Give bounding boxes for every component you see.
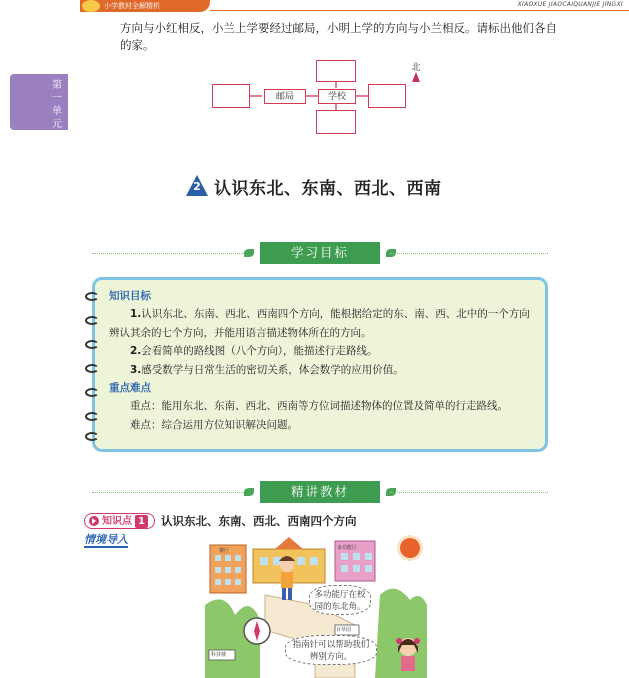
play-arrow-icon: [89, 516, 99, 526]
campus-illustration: [205, 535, 427, 678]
unit-tab-char: 元: [52, 119, 62, 130]
north-arrow-icon: [412, 72, 420, 82]
knowledge-goals-heading: 知识目标: [109, 290, 151, 302]
north-label: 北: [411, 63, 421, 73]
leaf-icon: [244, 249, 254, 257]
header-rule: [210, 10, 629, 11]
goal-item: [109, 342, 533, 360]
section-number: 2: [193, 180, 201, 193]
unit-tab-char: 一: [52, 93, 62, 104]
teaching-band: [92, 481, 548, 503]
goal-text: 会看简单的路线图（八个方向），能描述行走路线。: [141, 345, 378, 358]
header-series: XIAOXUE JIAOCAIQUANJIE JINGXI: [517, 1, 623, 8]
speech-bubble: 指南针可以帮助我们辨别方向。: [285, 635, 377, 665]
blank-box-north[interactable]: [316, 60, 356, 82]
goal-number: 3.: [130, 363, 142, 376]
goal-item: [109, 305, 533, 342]
goal-number: 2.: [130, 345, 142, 358]
section-title: 认识东北、东南、西北、西南: [214, 178, 442, 199]
sign-label: 多功能厅: [337, 545, 358, 551]
unit-side-tab[interactable]: [10, 74, 68, 130]
binder-ring-icon: [85, 364, 99, 373]
knowledge-point-heading: [84, 513, 356, 529]
band-divider: [390, 492, 548, 493]
leaf-icon: [244, 488, 254, 496]
teaching-band-label: 精讲教材: [260, 481, 380, 503]
binder-ring-icon: [85, 388, 99, 397]
goal-text: 感受数学与日常生活的密切关系，体会数学的应用价值。: [141, 363, 404, 376]
binder-ring-icon: [85, 412, 99, 421]
section-number-icon: [186, 175, 208, 197]
knowledge-point-number: 1: [135, 515, 148, 528]
band-divider: [390, 253, 548, 254]
sun-icon: [400, 538, 420, 558]
unit-tab-char: 单: [52, 106, 62, 117]
goals-band: [92, 242, 548, 264]
section-heading: [186, 174, 442, 198]
blank-box-south[interactable]: [316, 110, 356, 134]
goals-band-label: 学习目标: [260, 242, 380, 264]
book-logo-icon: [82, 0, 100, 12]
header-title: 小学教材全解精析: [104, 2, 160, 10]
learning-goals-box: [92, 277, 548, 452]
unit-tab-char: 第: [52, 80, 62, 91]
knowledge-point-label: 知识点: [102, 515, 132, 527]
post-office-box: 邮局: [264, 89, 306, 104]
binder-ring-icon: [85, 340, 99, 349]
scenario-intro-label: 情境导入: [84, 533, 128, 546]
difficulty-text: 难点：综合运用方位知识解决问题。: [130, 418, 298, 431]
band-divider: [92, 253, 250, 254]
binder-ring-icon: [85, 432, 99, 441]
blank-box-east[interactable]: [368, 84, 406, 108]
girl-avatar: [395, 635, 421, 671]
header-banner: [80, 0, 210, 12]
goal-item: [109, 361, 533, 379]
key-point-text: 重点：能用东北、东南、西北、西南等方位词描述物体的位置及简单的行走路线。: [130, 400, 508, 413]
band-divider: [92, 492, 250, 493]
problem-text: 方向与小红相反，小兰上学要经过邮局，小明上学的方向与小兰相反。请标出他们各自的家。: [120, 21, 557, 52]
knowledge-point-title: 认识东北、东南、西北、西南四个方向: [160, 514, 357, 528]
page-header: [80, 0, 629, 14]
sign-label: 百草园: [336, 627, 352, 633]
binder-ring-icon: [85, 316, 99, 325]
goal-number: 1.: [130, 308, 142, 321]
sign-label: 科技楼: [211, 652, 227, 658]
goal-text: 认识东北、东南、西北、西南四个方向，能根据给定的东、南、西、北中的一个方向辨认其余的七个方向，并能用语言描述物体所在的方向。: [109, 308, 530, 339]
sign-label: 餐厅: [219, 548, 230, 554]
knowledge-point-badge: [84, 513, 155, 529]
binder-ring-icon: [85, 292, 99, 301]
blank-box-west[interactable]: [212, 84, 250, 108]
key-points-heading: 重点难点: [109, 382, 151, 395]
speech-bubble: 多功能厅在校园的东北角。: [309, 585, 371, 615]
school-box: 学校: [318, 89, 356, 104]
direction-diagram: [210, 58, 430, 138]
